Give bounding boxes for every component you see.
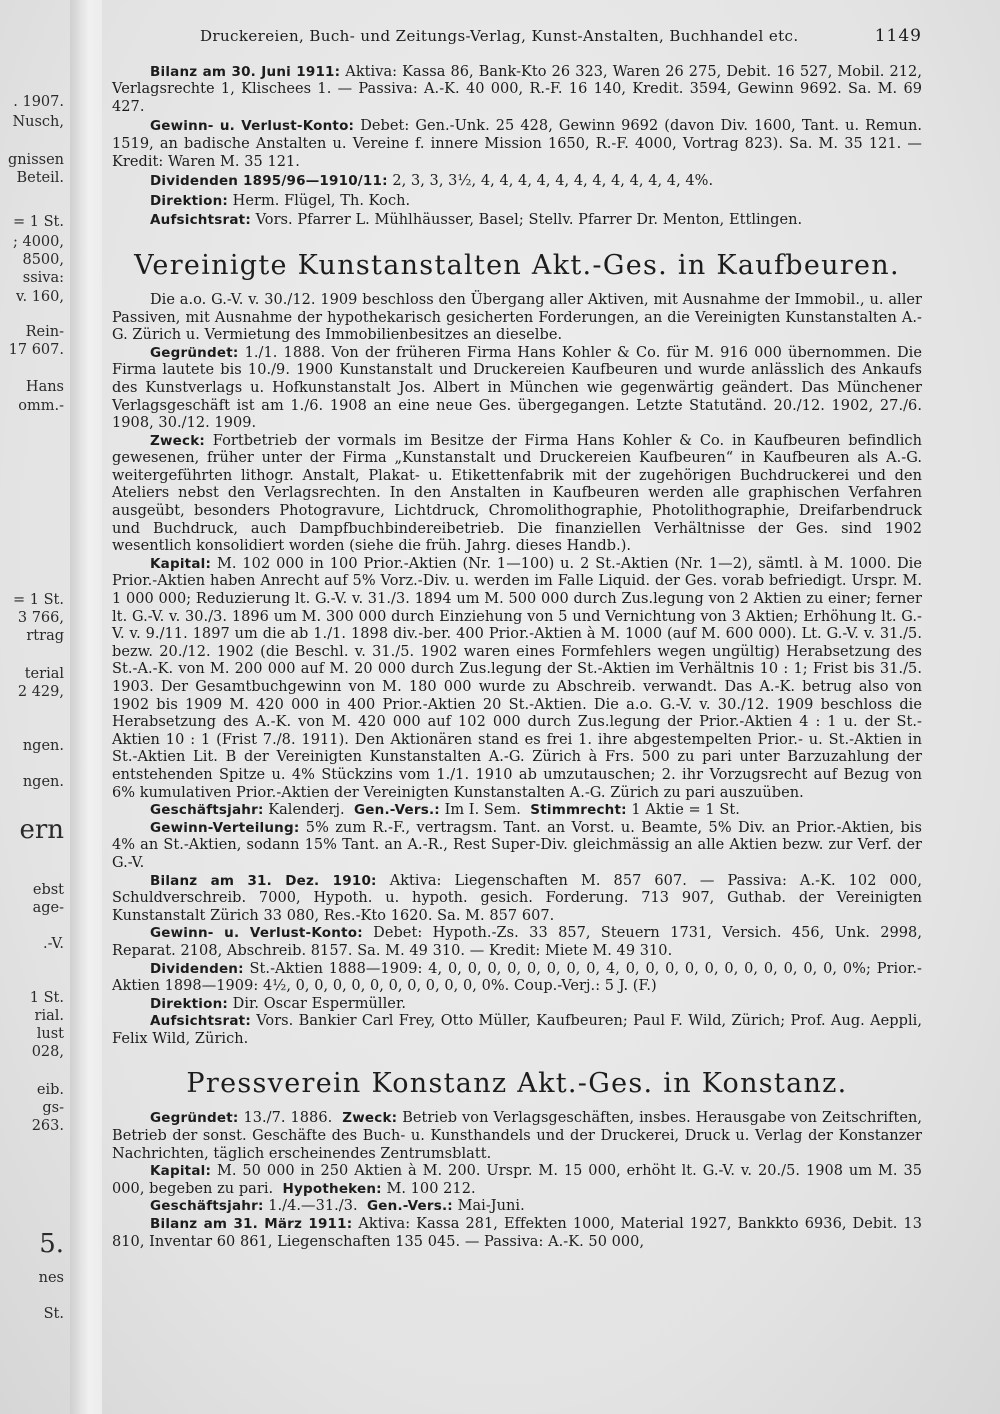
margin-fragment: ern <box>19 815 64 845</box>
dividenden-label: Dividenden: <box>150 960 244 977</box>
company-heading: Vereinigte Kunstanstalten Akt.-Ges. in Kaufbeuren. <box>134 249 900 281</box>
page-number: 1149 <box>874 26 922 46</box>
zweck-text: Fortbetrieb der vormals im Besitze der Firma Hans Kohler & Co. in Kaufbeuren befindlich gewesenen, früher unter der Firma „Kunstanstalt und Druckereien Kaufbeuren“ in Kaufbeuren als A.-G. weitergeführten lithogr. Anstalt, Plakat- u. Etikettenfabrik mit der zugehörigen Buchdruckerei und den Ateliers nebst den Verlagsrechten. In den Anstalten in Kaufbeuren werden alle graphischen Verfahren ausgeübt, besonders Photogravure, Lichtdruck, Chromolithographie, Photolithographie, Dreifarbendruck und Buchdruck, auch Dampfbuchbindereibetrieb. Die finanziellen Verhältnisse der Ges. sind 1902 wesentlich konsolidiert worden (siehe die früh. Jahrg. dieses Handb.). <box>112 432 922 555</box>
margin-fragment: 17 607. <box>8 342 64 358</box>
margin-fragment: = 1 St. <box>13 592 64 608</box>
margin-fragment: ssiva: <box>22 270 64 286</box>
zweck-label: Zweck: <box>342 1110 398 1127</box>
margin-fragment: 8500, <box>22 252 64 268</box>
running-title: Druckereien, Buch- und Zeitungs-Verlag, Kunst-Anstalten, Buchhandel etc. <box>200 27 799 45</box>
zweck-label: Zweck: <box>150 432 205 449</box>
gewinn-label: Gewinn- u. Verlust-Konto: <box>150 925 363 942</box>
bilanz-paragraph <box>112 873 922 926</box>
kapital-label: Kapital: <box>150 555 212 572</box>
genvers-label: Gen.-Vers.: <box>354 802 440 819</box>
margin-fragment: 5. <box>39 1229 64 1259</box>
bilanz-label: Bilanz am 31. Dez. 1910: <box>150 872 377 889</box>
bilanz-paragraph <box>112 1216 922 1251</box>
margin-fragment: Beteil. <box>16 170 64 186</box>
verteilung-paragraph <box>112 820 922 873</box>
aufsichtsrat-label: Aufsichtsrat: <box>150 1013 251 1030</box>
margin-fragment: 028, <box>31 1044 64 1060</box>
aufsichtsrat-paragraph <box>112 1013 922 1048</box>
margin-fragment: lust <box>36 1026 64 1042</box>
dividenden-text: 2, 3, 3, 3½, 4, 4, 4, 4, 4, 4, 4, 4, 4, 4, 4, 4%. <box>392 173 714 190</box>
running-header <box>200 28 922 46</box>
margin-fragment: . 1907. <box>13 94 64 110</box>
margin-fragment: = 1 St. <box>13 214 64 230</box>
geschaeftsjahr-text: 1./4.—31./3. <box>268 1198 358 1215</box>
geschaeftsjahr-paragraph <box>112 802 922 820</box>
aufsichtsrat-paragraph <box>112 212 922 230</box>
hypotheken-text: M. 100 212. <box>386 1180 476 1197</box>
margin-fragment: St. <box>43 1306 64 1322</box>
page-content <box>112 28 922 1251</box>
genvers-text: Im I. Sem. <box>444 802 521 819</box>
dividenden-text: St.-Aktien 1888—1909: 4, 0, 0, 0, 0, 0, 0, 0, 0, 4, 0, 0, 0, 0, 0, 0, 0, 0, 0, 0, 0, 0%; Prior.-Aktien 1898—1909: 4½, 0, 0, 0, 0, 0, 0, 0, 0, 0, 0, 0%. Coup.-Verj.: 5 J. (F.) <box>112 960 922 995</box>
gegruendet-text: 1./1. 1888. Von der früheren Firma Hans Kohler & Co. für M. 916 000 übernommen. Die Firma lautete bis 10./9. 1900 Kunstanstalt und Druckereien Kaufbeuren und wurde anlässlich des Ankaufs des Kunstverlags u. Hofkunstanstalt Jos. Albert in München wie gegenwärtig geändert. Das Münchener Verlagsgeschäft ist am 1./6. 1908 an eine neue Ges. übergegangen. Letzte Statutänd. 20./12. 1902, 27./6. 1908, 30./12. 1909. <box>112 344 922 432</box>
previous-entry-tail <box>112 64 922 230</box>
margin-fragment: rial. <box>34 1008 64 1024</box>
margin-fragment: gs- <box>42 1100 64 1116</box>
gewinn-paragraph <box>112 925 922 960</box>
gegruendet-paragraph <box>112 1110 922 1163</box>
gewinn-label: Gewinn- u. Verlust-Konto: <box>150 118 355 135</box>
margin-fragment: nes <box>38 1270 64 1286</box>
company-entry-kaufbeuren <box>112 292 922 1049</box>
bilanz-paragraph <box>112 64 922 117</box>
margin-fragment: Hans <box>25 379 64 395</box>
direktion-label: Direktion: <box>150 995 228 1012</box>
direktion-paragraph <box>112 996 922 1014</box>
margin-fragment: 3 766, <box>17 610 64 626</box>
gewinn-text: Debet: Hypoth.-Zs. 33 857, Steuern 1731, Versich. 456, Unk. 2998, Reparat. 2108, Abschreib. 8157. Sa. M. 49 310. — Kredit: Miete M. 49 310. <box>112 925 922 959</box>
stimmrecht-label: Stimmrecht: <box>530 802 627 819</box>
direktion-text: Dir. Oscar Espermüller. <box>232 995 406 1012</box>
direktion-label: Direktion: <box>150 192 228 209</box>
geschaeftsjahr-text: Kalenderj. <box>268 802 345 819</box>
margin-fragment: age- <box>32 900 64 916</box>
genvers-text: Mai-Juni. <box>457 1198 525 1215</box>
gegruendet-text: 13./7. 1886. <box>243 1110 333 1127</box>
margin-fragment: ; 4000, <box>12 234 64 250</box>
margin-fragment: omm.- <box>18 398 64 414</box>
margin-fragment: v. 160, <box>16 289 64 305</box>
direktion-text: Herm. Flügel, Th. Koch. <box>232 192 411 209</box>
zweck-text: Betrieb von Verlagsgeschäften, insbes. Herausgabe von Zeitschriften, Betrieb der sonst. Geschäfte des Buch- u. Kunsthandels und der Druckerei, Druck u. Verlag der Konstanzer Nachrichten, täglich erscheinendes Zentrumsblatt. <box>112 1110 923 1162</box>
bilanz-text: Aktiva: Liegenschaften M. 857 607. — Passiva: A.-K. 102 000, Schuldverschreib. 7000, Hypoth. u. hypoth. gesich. Forderung. 713 907, Guthab. der Vereinigten Kunstanstalt Zürich 33 080, Res.-Kto 1620. Sa. M. 857 607. <box>112 872 922 924</box>
margin-fragment: 263. <box>31 1118 64 1134</box>
kapital-paragraph <box>112 1163 922 1198</box>
margin-fragment: .-V. <box>43 936 64 952</box>
gegruendet-paragraph <box>112 345 922 433</box>
geschaeftsjahr-label: Geschäftsjahr: <box>150 802 264 819</box>
geschaeftsjahr-label: Geschäftsjahr: <box>150 1198 264 1215</box>
dividenden-label: Dividenden 1895/96—1910/11: <box>150 173 388 190</box>
margin-fragment: 2 429, <box>17 684 64 700</box>
margin-fragment: gnissen <box>7 152 64 168</box>
bilanz-label: Bilanz am 30. Juni 1911: <box>150 63 341 80</box>
margin-fragment: rtrag <box>26 628 64 644</box>
dividenden-paragraph <box>112 173 922 191</box>
margin-fragment: eib. <box>36 1082 64 1098</box>
zweck-paragraph <box>112 433 922 556</box>
company-entry-konstanz <box>112 1110 922 1251</box>
genvers-label: Gen.-Vers.: <box>367 1198 453 1215</box>
margin-fragment: ngen. <box>22 738 64 754</box>
hypotheken-label: Hypotheken: <box>282 1180 382 1197</box>
aufsichtsrat-text: Vors. Pfarrer L. Mühlhäusser, Basel; Stellv. Pfarrer Dr. Menton, Ettlingen. <box>255 212 803 229</box>
verteilung-label: Gewinn-Verteilung: <box>150 819 300 836</box>
kapital-label: Kapital: <box>150 1163 212 1180</box>
direktion-paragraph <box>112 193 922 211</box>
intro-paragraph: Die a.o. G.-V. v. 30./12. 1909 beschloss den Übergang aller Aktiven, mit Ausnahme der Immobil., u. aller Passiven, mit Ausnahme der hypothekarisch gesicherten Forderungen, an die Vereinigten Kunstanstalten A.-G. Zürich u. Vermietung des Immobilienbesitzes an dieselbe. <box>112 291 922 344</box>
company-heading: Pressverein Konstanz Akt.-Ges. in Konstanz. <box>186 1068 848 1100</box>
dividenden-paragraph <box>112 961 922 996</box>
bilanz-text: Aktiva: Kassa 86, Bank-Kto 26 323, Waren 26 275, Debit. 16 527, Mobil. 212, Verlagsrechte 1, Klischees 1. — Passiva: A.-K. 40 000, R.-F. 16 140, Kredit. 3594, Gewinn 9692. Sa. M. 69 427. <box>112 63 922 115</box>
margin-fragment: 1 St. <box>29 990 64 1006</box>
margin-fragment: Rein- <box>25 324 64 340</box>
margin-fragment: ngen. <box>22 774 64 790</box>
adjacent-page-edge <box>0 0 70 1414</box>
geschaeftsjahr-paragraph <box>112 1198 922 1216</box>
bilanz-label: Bilanz am 31. März 1911: <box>150 1216 353 1233</box>
aufsichtsrat-label: Aufsichtsrat: <box>150 212 251 229</box>
kapital-text: M. 50 000 in 250 Aktien à M. 200. Urspr. M. 15 000, erhöht lt. G.-V. v. 20./5. 1908 um M. 35 000, begeben zu pari. <box>112 1163 922 1197</box>
bilanz-text: Aktiva: Kassa 281, Effekten 1000, Material 1927, Bankkto 6936, Debit. 13 810, Inventar 60 861, Liegenschaften 135 045. — Passiva: A.-K. 50 000, <box>112 1216 922 1250</box>
kapital-paragraph <box>112 556 922 802</box>
margin-fragment: terial <box>24 666 64 682</box>
gegruendet-label: Gegründet: <box>150 1110 239 1127</box>
stimmrecht-text: 1 Aktie = 1 St. <box>631 802 740 819</box>
gewinn-paragraph <box>112 118 922 171</box>
aufsichtsrat-text: Vors. Bankier Carl Frey, Otto Müller, Kaufbeuren; Paul F. Wild, Zürich; Prof. Aug. Aeppli, Felix Wild, Zürich. <box>112 1013 922 1047</box>
gewinn-text: Debet: Gen.-Unk. 25 428, Gewinn 9692 (davon Div. 1600, Tant. u. Remun. 1519, an badische Anstalten u. Vereine f. innere Mission 1650, R.-F. 4000, Vortrag 823). Sa. M. 35 121. — Kredit: Waren M. 35 121. <box>112 118 922 170</box>
gegruendet-label: Gegründet: <box>150 344 239 361</box>
verteilung-text: 5% zum R.-F., vertragsm. Tant. an Vorst. u. Beamte, 5% Div. an Prior.-Aktien, bis 4% an St.-Aktien, sodann 15% Tant. an A.-R., Rest Super-Div. gleichmässig an alle Aktien bezw. zur Verf. der G.-V. <box>112 819 922 871</box>
margin-fragment: Nusch, <box>12 114 64 130</box>
kapital-text: M. 102 000 in 100 Prior.-Aktien (Nr. 1—100) u. 2 St.-Aktien (Nr. 1—2), sämtl. à M. 1000. Die Prior.-Aktien haben Anrecht auf 5% Vorz.-Div. u. werden im Falle Liquid. der Ges. vorab befriedigt. Urspr. M. 1 000 000; Reduzierung lt. G.-V. v. 31./3. 1894 um M. 500 000 durch Zus.legung von 2 Aktien zu einer; ferner lt. G.-V. v. 30./3. 1896 um M. 300 000 durch Einziehung von 5 und Vernichtung von 3 Aktien; Erhöhung lt. G.-V. v. 9./11. 1897 um die ab 1./1. 1898 div.-ber. 400 Prior.-Aktien à M. 1000 (auf M. 600 000). Lt. G.-V. v. 31./5. bezw. 20./12. 1902 (die Beschl. v. 31./5. 1902 waren eines Formfehlers wegen ungültig) Herabsetzung des St.-A.-K. von M. 200 000 auf M. 20 000 durch Zus.legung der St.-Aktien im Verhältnis 10 : 1; Frist bis 31./5. 1903. Der Gesamtbuchgewinn von M. 180 000 wurde zu Abschreib. verwandt. Das A.-K. betrug also von 1902 bis 1909 M. 420 000 in 400 Prior.-Aktien 20 St.-Aktien. Die a.o. G.-V. v. 30./12. 1909 beschloss die Herabsetzung des A.-K. von M. 420 000 auf 102 000 durch Zus.legung der Prior.-Aktien 4 : 1 u. der St.-Aktien 10 : 1 (Frist 7./8. 1911). Den Aktionären stand es frei 1. ihre abgestempelten Prior.- u. St.-Aktien in St.-Aktien Lit. B der Vereinigten Kunstanstalten A.-G. Zürich à Frs. 500 zu pari unter Barzuzahlung der entstehenden Spitze u. 4% Stückzins vom 1./1. 1910 ab umzutauschen; 2. ihr Vorzugsrecht auf Bezug von 6% kumulativen Prior.-Aktien der Vereinigten Kunstanstalten A.-G. Zürich zu pari auszuüben. <box>112 555 922 801</box>
book-gutter <box>70 0 102 1414</box>
margin-fragment: ebst <box>32 882 64 898</box>
